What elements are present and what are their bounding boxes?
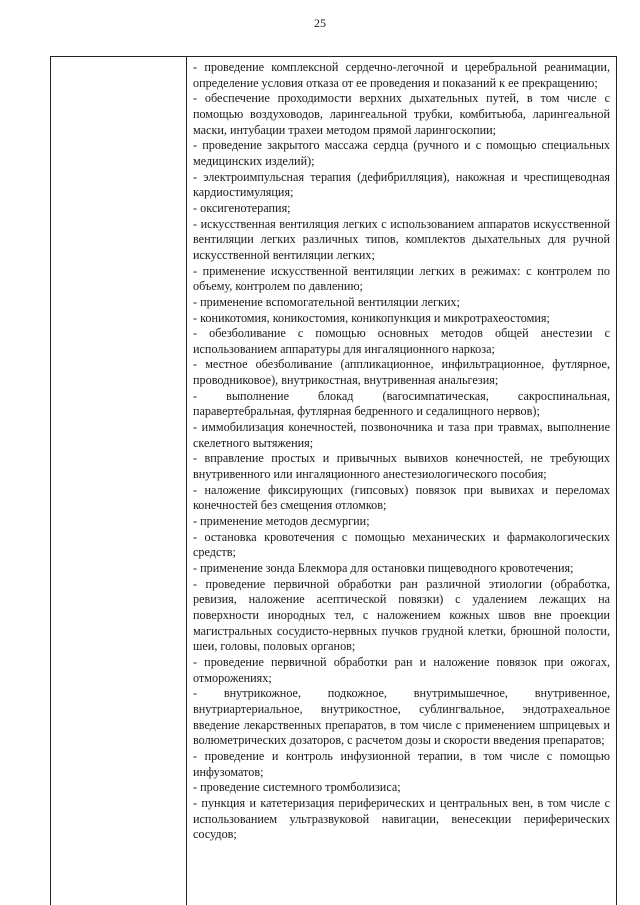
list-item: - проведение и контроль инфузионной терапии, в том числе с помощью инфузоматов; [193, 748, 610, 779]
list-item: - проведение комплексной сердечно-легочной и церебральной реанимации, определение условия отказа от ее проведения и показаний к ее прекращению; [193, 60, 610, 90]
list-item: - иммобилизация конечностей, позвоночника и таза при травмах, выполнение скелетного вытяжения; [193, 420, 610, 450]
list-item: - применение искусственной вентиляции легких в режимах: с контролем по объему, контролем по давлению; [193, 263, 610, 294]
list-item: - остановка кровотечения с помощью механических и фармакологических средств; [193, 529, 610, 560]
list-item: - проведение закрытого массажа сердца (ручного и с помощью специальных медицинских изделий); [193, 138, 610, 168]
list-item: - проведение первичной обработки ран различной этиологии (обработка, ревизия, наложение асептической повязки) с удалением лежащих на поверхности инородных тел, с наложением кожных швов вне проекции магистральных сосудисто-нервных пучков грудной клетки, брюшной полости, шеи, головы, половых органов; [193, 576, 610, 654]
list-item: - применение вспомогательной вентиляции легких; [193, 294, 460, 309]
list-item: - пункция и катетеризация периферических и центральных вен, в том числе с использованием ультразвуковой навигации, венесекции периферических сосудов; [193, 795, 610, 842]
list-item: - вправление простых и привычных вывихов конечностей, не требующих внутривенного или ингаляционного анестезиологического пособия; [193, 451, 610, 482]
list-item: - применение методов десмургии; [193, 514, 370, 529]
list-item: - обеспечение проходимости верхних дыхательных путей, в том числе с помощью воздуховодов, ларингеальной трубки, комбитьюба, ларингеальной маски, интубации трахеи методом прямой ларингоскопии; [193, 91, 610, 137]
list-item: - искусственная вентиляция легких с использованием аппаратов искусственной вентиляции легких различных типов, комплектов дыхательных для ручной искусственной вентиляции легких; [193, 216, 610, 262]
list-item: - выполнение блокад (вагосимпатическая, сакроспинальная, паравертебральная, футлярная бедренного и седалищного нервов); [193, 388, 610, 419]
list-item: - коникотомия, коникостомия, коникопункция и микротрахеостомия; [193, 310, 550, 325]
list-item: - применение зонда Блекмора для остановки пищеводного кровотечения; [193, 561, 574, 575]
list-item: - проведение первичной обработки ран и наложение повязок при ожогах, отморожениях; [193, 654, 610, 685]
list-item: - электроимпульсная терапия (дефибрилляция), накожная и чреспищеводная кардиостимуляция; [193, 169, 610, 200]
list-item: - проведение системного тромболизиса; [193, 780, 401, 795]
list-item: - внутрикожное, подкожное, внутримышечное, внутривенное, внутриартериальное, внутрикостное, сублингвальное, эндотрахеальное введение лекарственных препаратов, в том числе с применением шприцевых и волюметрических дозаторов, с расчетом дозы и скорости введения препаратов; [193, 686, 610, 748]
table-right-cell [187, 57, 616, 905]
page-number: 25 [314, 16, 326, 30]
table-left-cell [51, 57, 187, 905]
list-item: - обезболивание с помощью основных методов общей анестезии с использованием аппаратуры для ингаляционного наркоза; [193, 326, 610, 356]
list-item: - оксигенотерапия; [193, 200, 291, 215]
list-item: - наложение фиксирующих (гипсовых) повязок при вывихах и переломах конечностей без смещения отломков; [193, 482, 610, 513]
procedures-table [50, 56, 617, 905]
list-item: - местное обезболивание (аппликационное, инфильтрационное, футлярное, проводниковое), внутрикостная, внутривенная анальгезия; [193, 357, 610, 388]
